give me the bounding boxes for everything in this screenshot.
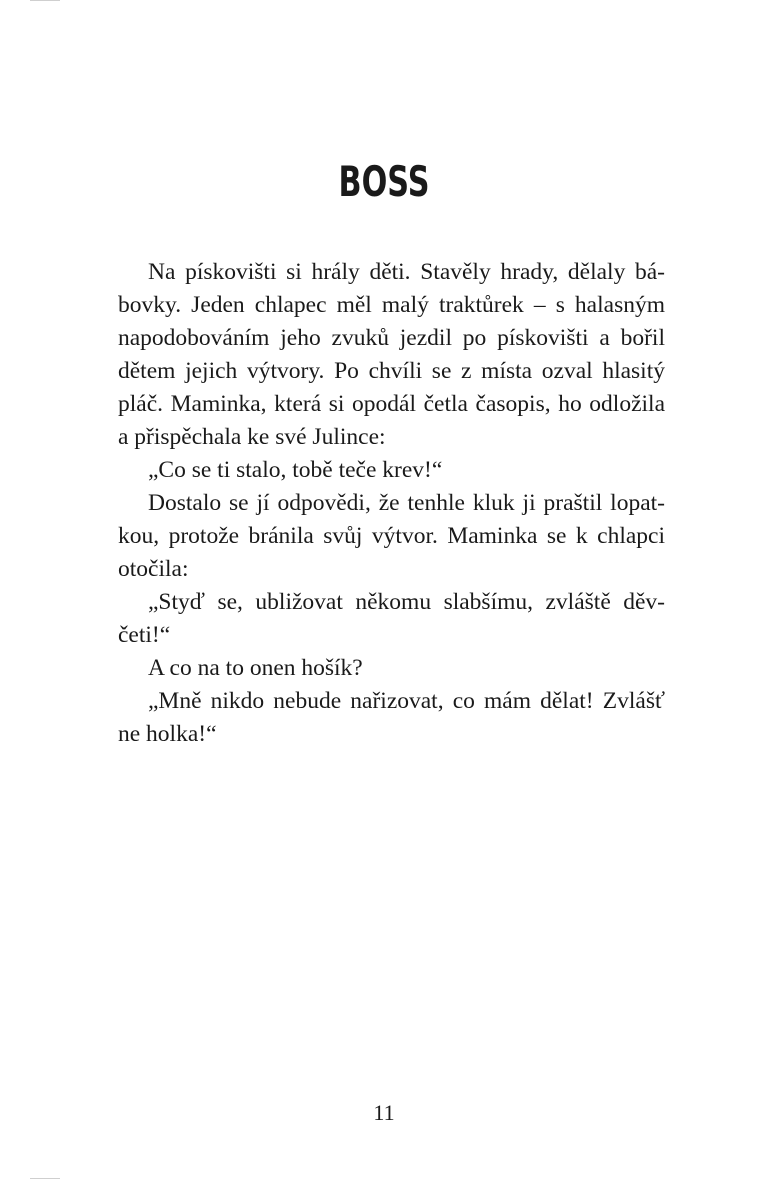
text-line: četi!“	[118, 622, 171, 648]
text-line: Na pískovišti si hrály děti. Stavěly hrady, dělaly bá-	[148, 259, 665, 285]
text-line: „Styď se, ubližovat někomu slabšímu, zvláště děv-	[148, 589, 665, 615]
text-line: dětem jejich výtvory. Po chvíli se z místa ozval hlasitý	[118, 358, 665, 384]
text-line: „Co se ti stalo, tobě teče krev!“	[148, 457, 443, 483]
text-line: napodobováním jeho zvuků jezdil po pískovišti a bořil	[118, 325, 665, 351]
text-line: Dostalo se jí odpovědi, že tenhle kluk ji praštil lopat-	[148, 490, 665, 516]
chapter-title: BOSS	[338, 157, 430, 206]
text-line: A co na to onen hošík?	[148, 655, 363, 681]
crop-mark-bottom	[30, 1178, 60, 1179]
text-line: ne holka!“	[118, 721, 217, 747]
text-line: kou, protože bránila svůj výtvor. Maminka se k chlapci	[118, 523, 665, 549]
page-number: 11	[373, 1100, 395, 1125]
text-line: a přispěchala ke své Julince:	[118, 424, 386, 450]
body-text	[118, 256, 665, 751]
text-line: pláč. Maminka, která si opodál četla časopis, ho odložila	[118, 391, 665, 417]
text-line: otočila:	[118, 556, 189, 582]
crop-mark-top	[30, 0, 60, 1]
text-line: „Mně nikdo nebude nařizovat, co mám dělat! Zvlášť	[148, 688, 665, 714]
text-line: bovky. Jeden chlapec měl malý traktůrek – s halasným	[118, 292, 665, 318]
